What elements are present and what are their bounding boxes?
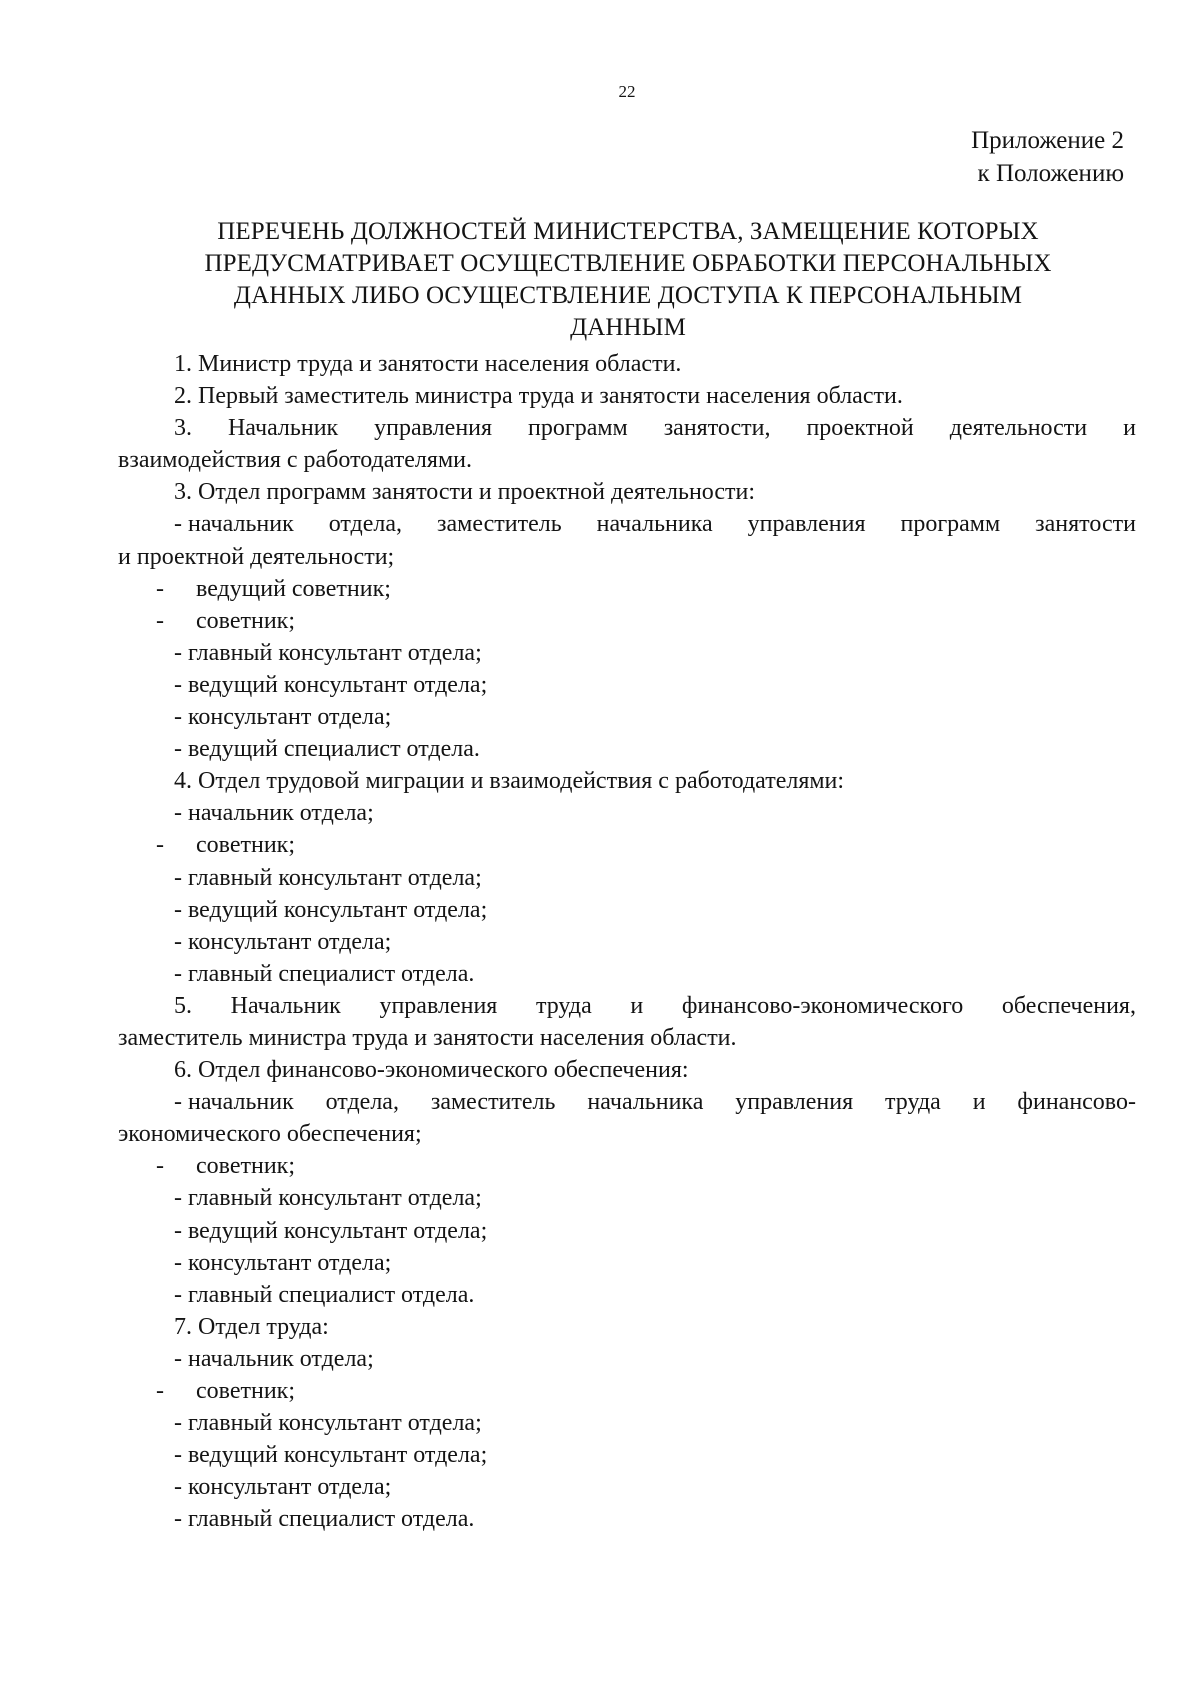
title-line: ДАННЫМ — [570, 314, 686, 341]
word: и — [630, 992, 644, 1019]
list-item-text: советник; — [196, 1378, 295, 1404]
list-item — [118, 1150, 1136, 1182]
word: управления — [379, 992, 498, 1019]
title-line: ПРЕДУСМАТРИВАЕТ ОСУЩЕСТВЛЕНИЕ ОБРАБОТКИ ПЕРСОНАЛЬНЫХ — [204, 250, 1052, 277]
dash-marker: - — [156, 1378, 164, 1404]
department-heading: 3. Отдел программ занятости и проектной деятельности: — [174, 479, 756, 506]
list-item: - главный специалист отдела. — [174, 1281, 475, 1308]
list-item — [118, 1375, 1136, 1407]
word: труда — [885, 1089, 941, 1116]
list-item-text: советник; — [196, 832, 295, 859]
list-item: - главный специалист отдела. — [174, 960, 475, 987]
list-item-continuation: взаимодействия с работодателями. — [118, 447, 472, 474]
department-heading: 7. Отдел труда: — [174, 1313, 329, 1340]
word: управления — [747, 511, 866, 538]
appendix-line: к Положению — [977, 160, 1124, 187]
word: Начальник — [227, 415, 339, 442]
list-item — [118, 605, 1136, 637]
word: отдела, — [325, 1089, 399, 1116]
list-item-justified — [118, 990, 1136, 1022]
word: управления — [374, 415, 493, 442]
list-item-justified — [118, 508, 1136, 540]
page-number: 22 — [618, 82, 636, 101]
list-item: - главный специалист отдела. — [174, 1506, 475, 1533]
list-item: - консультант отдела; — [174, 704, 392, 731]
list-item-text: советник; — [196, 607, 295, 634]
word: труда — [535, 992, 592, 1019]
list-item-justified — [118, 412, 1136, 444]
word: финансово- — [1017, 1089, 1136, 1116]
word: проектной — [806, 415, 914, 442]
word: и — [972, 1089, 986, 1116]
word: отдела, — [328, 511, 403, 538]
document-title — [118, 216, 1138, 344]
department-heading: 4. Отдел трудовой миграции и взаимодействия с работодателями: — [174, 768, 845, 795]
list-item-continuation: экономического обеспечения; — [118, 1121, 422, 1148]
appendix-line: Приложение 2 — [971, 127, 1124, 154]
word: занятости — [1035, 511, 1136, 538]
list-item-justified — [118, 1086, 1136, 1118]
list-item: - ведущий консультант отдела; — [174, 1442, 488, 1469]
list-item: - ведущий консультант отдела; — [174, 896, 488, 923]
list-item: 2. Первый заместитель министра труда и занятости населения области. — [174, 383, 903, 410]
word: программ — [528, 415, 628, 442]
department-heading: 6. Отдел финансово-экономического обеспечения: — [174, 1057, 689, 1084]
word: и — [1123, 415, 1136, 442]
list-item: - главный консультант отдела; — [174, 864, 482, 891]
dash-marker: - — [156, 1153, 164, 1180]
word: программ — [900, 511, 1001, 538]
list-item: - начальник отдела; — [174, 1345, 374, 1372]
word: Начальник — [230, 992, 341, 1019]
title-line: ДАННЫХ ЛИБО ОСУЩЕСТВЛЕНИЕ ДОСТУПА К ПЕРСОНАЛЬНЫМ — [233, 282, 1023, 309]
word: заместитель — [437, 511, 562, 538]
dash-marker: - — [156, 832, 164, 859]
word: - начальник — [174, 511, 294, 538]
list-item: - ведущий консультант отдела; — [174, 1217, 488, 1244]
list-item — [118, 573, 1136, 605]
list-item-text: советник; — [196, 1153, 295, 1180]
list-item: - консультант отдела; — [174, 1249, 392, 1276]
list-item: - ведущий консультант отдела; — [174, 671, 488, 698]
list-item: - главный консультант отдела; — [174, 1410, 482, 1437]
dash-marker: - — [156, 607, 164, 634]
word: управления — [735, 1089, 854, 1116]
list-item: 1. Министр труда и занятости населения области. — [174, 351, 682, 377]
word: занятости, — [663, 415, 771, 442]
word: финансово-экономического — [681, 992, 964, 1019]
word: 3. — [174, 415, 192, 442]
list-item — [118, 829, 1136, 861]
list-item: - главный консультант отдела; — [174, 639, 482, 666]
word: начальника — [587, 1089, 704, 1116]
dash-marker: - — [156, 575, 164, 602]
word: - начальник — [174, 1089, 294, 1116]
word: обеспечения, — [1001, 992, 1136, 1019]
list-item: - главный консультант отдела; — [174, 1185, 482, 1212]
list-item: - консультант отдела; — [174, 1474, 392, 1501]
word: 5. — [174, 992, 192, 1019]
list-item-continuation: заместитель министра труда и занятости населения области. — [118, 1024, 737, 1051]
word: начальника — [596, 511, 713, 538]
title-line: ПЕРЕЧЕНЬ ДОЛЖНОСТЕЙ МИНИСТЕРСТВА, ЗАМЕЩЕНИЕ КОТОРЫХ — [217, 218, 1039, 245]
word: деятельности — [949, 415, 1088, 442]
list-item-text: ведущий советник; — [196, 575, 391, 602]
word: заместитель — [430, 1089, 556, 1116]
list-item-continuation: и проектной деятельности; — [118, 543, 395, 570]
list-item: - консультант отдела; — [174, 928, 392, 955]
position-list — [118, 348, 1136, 1535]
list-item: - начальник отдела; — [174, 800, 374, 827]
appendix-header — [971, 124, 1124, 190]
list-item: - ведущий специалист отдела. — [174, 736, 480, 763]
